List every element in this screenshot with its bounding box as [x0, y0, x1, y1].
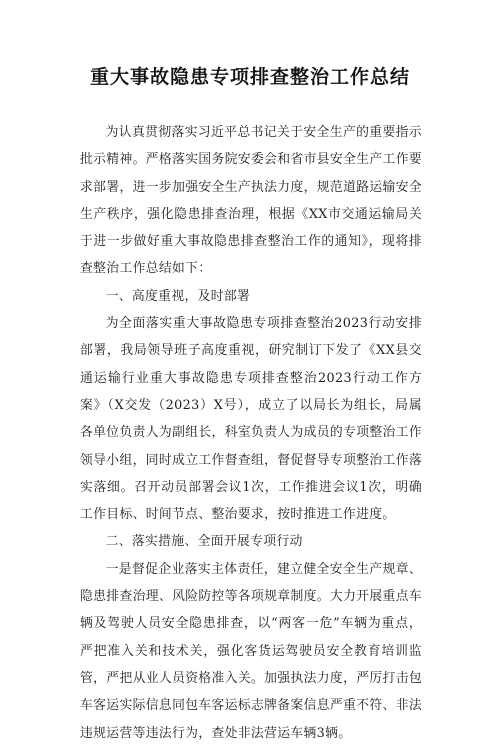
document-body [80, 119, 422, 747]
document-title: 重大事故隐患专项排查整治工作总结 [89, 66, 410, 88]
section-heading-2: 二、落实措施、全面开展专项行动 [105, 534, 303, 550]
intro-paragraph: 为认真贯彻落实习近平总书记关于安全生产的重要指示批示精神。严格落实国务院安委会和省市县安全生产工作要求部署，进一步加强安全生产执法力度，规范道路运输安全生产秩序，强化隐患排查治理，根据《XX市交通运输局关于进一步做好重大事故隐患排查整治工作的通知》，现将排查整治工作总结如下： [80, 125, 422, 277]
section-heading-1: 一、高度重视，及时部署 [105, 288, 251, 304]
section-1-paragraph: 为全面落实重大事故隐患专项排查整治2023行动安排部署，我局领导班子高度重视，研究制订下发了《XX县交通运输行业重大事故隐患专项排查整治2023行动工作方案》（X交发（2023）X号），成立了以局长为组长，局属各单位负责人为副组长，科室负责人为成员的专项整治工作领导小组，同时成立工作督查组，督促督导专项整治工作落实落细。召开动员部署会议1次，工作推进会议1次，明确工作目标、时间节点、整治要求，按时推进工作进度。 [80, 316, 422, 523]
section-2-paragraph: 一是督促企业落实主体责任，建立健全安全生产规章、隐患排查治理、风险防控等各项规章制度。大力开展重点车辆及驾驶人员安全隐患排查，以“两客一危”车辆为重点，严把准入关和技术关，强化客货运驾驶员安全教育培训监管，严把从业人员资格准入关。加强执法力度，严厉打击包车客运实际信息同包车客运标志牌备案信息严重不符、非法违规运营等违法行为，查处非法营运车辆3辆。 [80, 561, 422, 741]
